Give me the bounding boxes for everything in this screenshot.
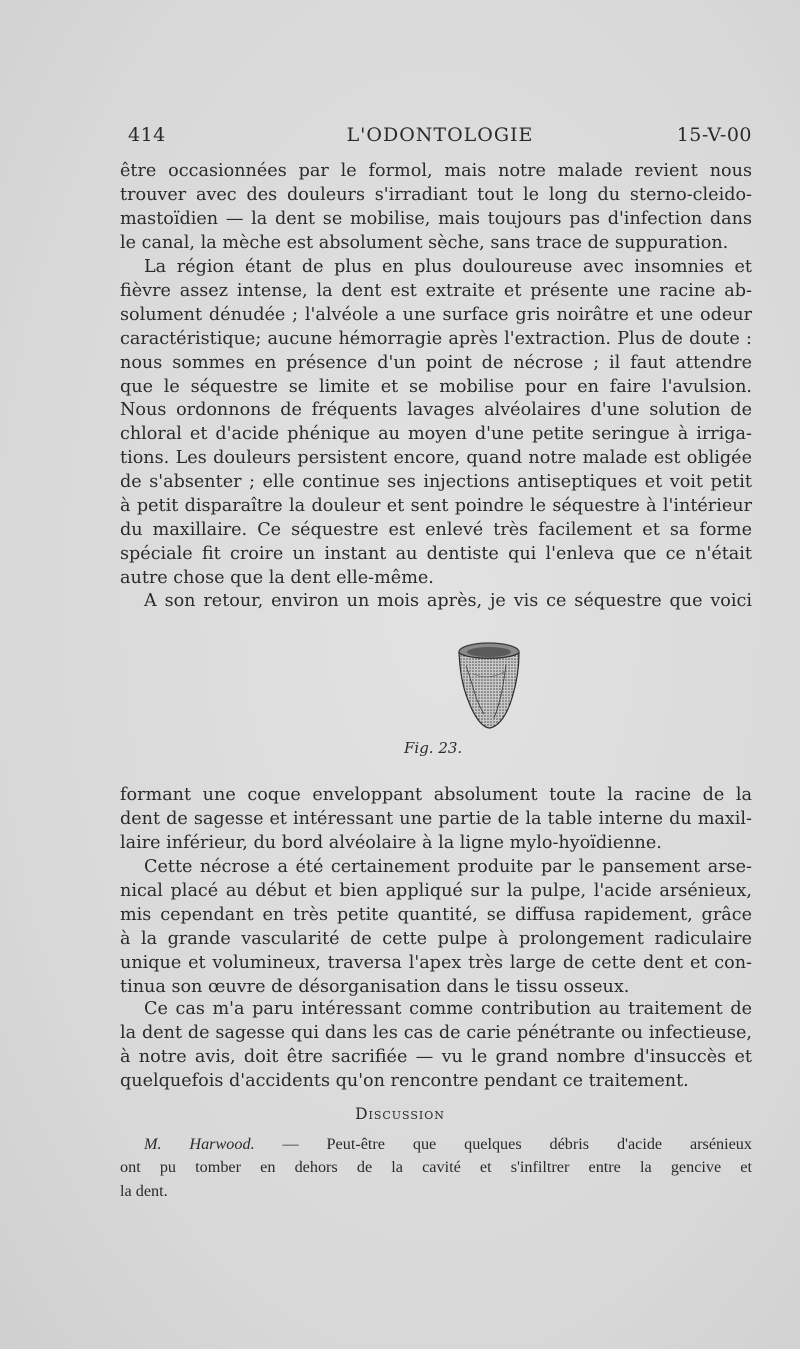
text-line: nical placé au début et bien appliqué sur la pulpe, l'acide arsénieux, xyxy=(120,880,752,901)
text-line: trouver avec des douleurs s'irradiant tout le long du sterno-cleido- xyxy=(120,184,752,205)
text-line: formant une coque enveloppant absolument toute la racine de la xyxy=(120,785,752,805)
text-line: A son retour, environ un mois après, je vis ce séquestre que voici xyxy=(144,591,752,611)
text-line: chloral et d'acide phénique au moyen d'une petite seringue à irriga- xyxy=(120,424,752,445)
paragraph-2 xyxy=(120,256,752,591)
text-line: solument dénudée ; l'alvéole a une surface gris noirâtre et une odeur xyxy=(120,304,752,325)
text-line: tinua son œuvre de désorganisation dans le tissu osseux. xyxy=(120,976,630,997)
figure-caption: Fig. 23. xyxy=(404,739,463,757)
text-line: la dent de sagesse qui dans les cas de carie pénétrante ou infectieuse, xyxy=(120,1022,752,1043)
text-line: la dent. xyxy=(120,1181,168,1200)
paragraph-1 xyxy=(120,160,752,256)
discussion-paragraph xyxy=(120,1133,752,1203)
text-line: que le séquestre se limite et se mobilise pour en faire l'avulsion. xyxy=(120,376,752,397)
text-line: à la grande vascularité de cette pulpe à prolongement radiculaire xyxy=(120,928,752,949)
issue-date: 15-V-00 xyxy=(676,124,752,146)
text-line: autre chose que la dent elle-même. xyxy=(120,567,434,588)
text-line: à notre avis, doit être sacrifiée — vu le grand nombre d'insuccès et xyxy=(120,1046,752,1067)
paragraph-6 xyxy=(120,998,752,1094)
text-line: tions. Les douleurs persistent encore, quand notre malade est obligée xyxy=(120,448,752,469)
text-line: de s'absenter ; elle continue ses injections antiseptiques et voit petit xyxy=(120,472,752,493)
text-line: spéciale fit croire un instant au dentiste qui l'enleva que ce n'était xyxy=(120,543,752,564)
text-line xyxy=(120,1133,752,1156)
text-line: fièvre assez intense, la dent est extraite et présente une racine ab- xyxy=(120,280,752,301)
journal-title: L'ODONTOLOGIE xyxy=(346,124,534,146)
text-line: à petit disparaître la douleur et sent poindre le séquestre à l'intérieur xyxy=(120,496,752,517)
section-heading: Discussion xyxy=(355,1105,445,1123)
speaker-name: M. Harwood. xyxy=(144,1135,255,1153)
text-line: Nous ordonnons de fréquents lavages alvéolaires d'une solution de xyxy=(120,400,752,421)
paragraph-4 xyxy=(120,784,752,856)
text-line: unique et volumineux, traversa l'apex très large de cette dent et con- xyxy=(120,952,752,973)
paragraph-3 xyxy=(120,590,752,614)
text-span: — Peut-être que quelques débris d'acide arsénieux xyxy=(254,1135,752,1153)
text-line: du maxillaire. Ce séquestre est enlevé très facilement et sa forme xyxy=(120,519,752,540)
text-line: mis cependant en très petite quantité, se diffusa rapidement, grâce xyxy=(120,904,752,925)
text-line: La région étant de plus en plus douloureuse avec insomnies et xyxy=(144,257,752,277)
text-line: être occasionnées par le formol, mais notre malade revient nous xyxy=(120,161,752,181)
paragraph-5 xyxy=(120,856,752,999)
text-line: Ce cas m'a paru intéressant comme contribution au traitement de xyxy=(144,999,752,1019)
running-header xyxy=(128,124,752,152)
text-line: mastoïdien — la dent se mobilise, mais toujours pas d'infection dans xyxy=(120,208,752,229)
text-line: quelquefois d'accidents qu'on rencontre pendant ce traitement. xyxy=(120,1070,689,1091)
sequestrum-engraving-icon xyxy=(454,640,524,732)
text-line: ont pu tomber en dehors de la cavité et s'infiltrer entre la gencive et xyxy=(120,1158,752,1177)
text-line: nous sommes en présence d'un point de nécrose ; il faut attendre xyxy=(120,352,752,373)
text-line: dent de sagesse et intéressant une partie de la table interne du maxil- xyxy=(120,808,752,829)
text-line: Cette nécrose a été certainement produite par le pansement arse- xyxy=(144,857,752,877)
text-line: le canal, la mèche est absolument sèche, sans trace de suppuration. xyxy=(120,232,729,253)
text-line: laire inférieur, du bord alvéolaire à la ligne mylo-hyoïdienne. xyxy=(120,832,662,853)
page-number: 414 xyxy=(128,124,166,146)
text-line: caractéristique; aucune hémorragie après l'extraction. Plus de doute : xyxy=(120,328,752,349)
